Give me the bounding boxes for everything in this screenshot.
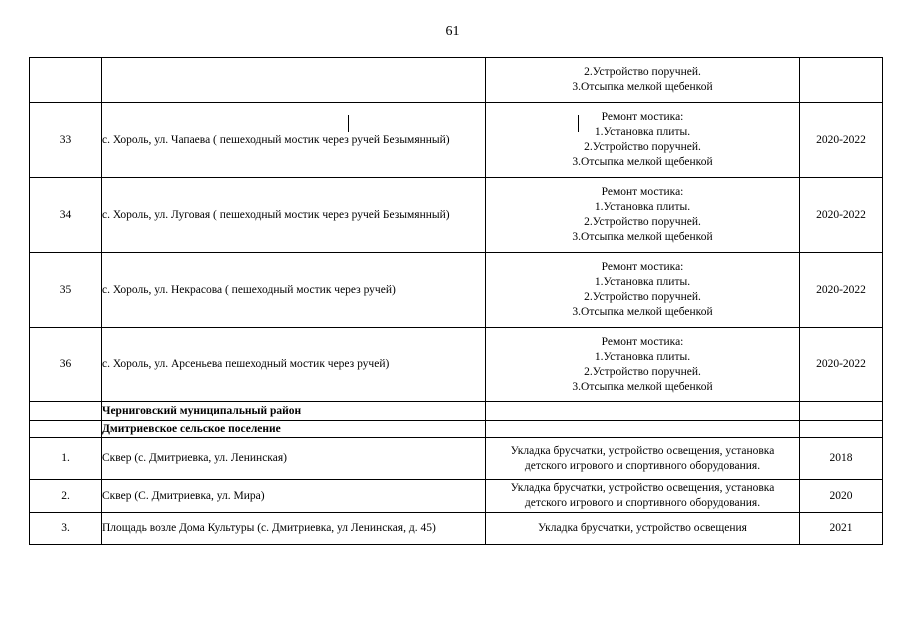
works-line: 1.Установка плиты. — [594, 276, 691, 288]
works-table — [29, 57, 883, 545]
works-line: 2.Устройство поручней. — [584, 141, 701, 153]
cell-works — [486, 253, 800, 328]
cell-name: Сквер (С. Дмитриевка, ул. Мира) — [102, 480, 486, 513]
works-line: Ремонт мостика: — [601, 111, 684, 123]
cell-period: 2020-2022 — [800, 253, 883, 328]
cell-num: 36 — [30, 328, 102, 402]
works-line: 3.Отсыпка мелкой щебенкой — [572, 156, 713, 168]
cell-period — [800, 421, 883, 438]
works-line: 2.Устройство поручней. — [584, 66, 701, 78]
table-row — [30, 480, 883, 513]
cell-num: 3. — [30, 513, 102, 545]
cell-works — [486, 480, 800, 513]
cell-num — [30, 421, 102, 438]
cell-works — [486, 438, 800, 480]
cell-name: с. Хороль, ул. Чапаева ( пешеходный мостик через ручей Безымянный) — [102, 103, 486, 178]
cell-period: 2020-2022 — [800, 103, 883, 178]
cell-works — [486, 513, 800, 545]
cell-num: 2. — [30, 480, 102, 513]
cell-period: 2018 — [800, 438, 883, 480]
cell-period: 2020-2022 — [800, 328, 883, 402]
works-line: Укладка брусчатки, устройство освещения, установка — [510, 482, 775, 494]
works-line: 2.Устройство поручней. — [584, 216, 701, 228]
cell-num — [30, 402, 102, 421]
works-line: Укладка брусчатки, устройство освещения, установка — [510, 444, 775, 457]
table-row — [30, 178, 883, 253]
table-row — [30, 253, 883, 328]
cell-num: 1. — [30, 438, 102, 480]
cell-works-split — [486, 402, 800, 421]
cell-num: 35 — [30, 253, 102, 328]
works-line: 3.Отсыпка мелкой щебенкой — [572, 380, 713, 393]
table-row — [30, 328, 883, 402]
works-line: 2.Устройство поручней. — [584, 365, 701, 378]
cell-name: с. Хороль, ул. Некрасова ( пешеходный мостик через ручей) — [102, 253, 486, 328]
works-line: 3.Отсыпка мелкой щебенкой — [572, 306, 713, 318]
settlement-heading: Дмитриевское сельское поселение — [102, 421, 486, 438]
works-line: Ремонт мостика: — [601, 261, 684, 273]
cell-period: 2020-2022 — [800, 178, 883, 253]
cell-works — [486, 58, 800, 103]
table-row — [30, 438, 883, 480]
cell-works — [486, 178, 800, 253]
cell-name: с. Хороль, ул. Арсеньева пешеходный мостик через ручей) — [102, 328, 486, 402]
works-line: детского игрового и спортивного оборудования. — [524, 497, 761, 509]
cell-num: 34 — [30, 178, 102, 253]
cell-name — [102, 58, 486, 103]
cell-name: Площадь возле Дома Культуры (с. Дмитриевка, ул Ленинская, д. 45) — [102, 513, 486, 545]
works-line: 1.Установка плиты. — [594, 350, 691, 363]
cell-works — [486, 328, 800, 402]
district-heading: Черниговский муниципальный район — [102, 402, 486, 421]
works-line: детского игрового и спортивного оборудования. — [524, 459, 761, 472]
cell-num: 33 — [30, 103, 102, 178]
works-line: 1.Установка плиты. — [594, 201, 691, 213]
page-number: 61 — [445, 24, 460, 39]
cell-works — [486, 421, 800, 438]
cell-period: 2020 — [800, 480, 883, 513]
cell-period — [800, 402, 883, 421]
cell-period — [800, 58, 883, 103]
table-row-district — [30, 402, 883, 421]
cell-period: 2021 — [800, 513, 883, 545]
cell-num — [30, 58, 102, 103]
table-row-settlement — [30, 421, 883, 438]
cell-name: Сквер (с. Дмитриевка, ул. Ленинская) — [102, 438, 486, 480]
cell-name: с. Хороль, ул. Луговая ( пешеходный мостик через ручей Безымянный) — [102, 178, 486, 253]
works-line: Укладка брусчатки, устройство освещения — [538, 522, 747, 534]
works-line: Ремонт мостика: — [601, 335, 684, 348]
table-row — [30, 513, 883, 545]
works-line: Ремонт мостика: — [601, 186, 684, 198]
table-row-continuation — [30, 58, 883, 103]
works-line: 3.Отсыпка мелкой щебенкой — [572, 231, 713, 243]
works-line: 2.Устройство поручней. — [584, 291, 701, 303]
works-line: 3.Отсыпка мелкой щебенкой — [572, 81, 713, 93]
works-line: 1.Установка плиты. — [594, 126, 691, 138]
